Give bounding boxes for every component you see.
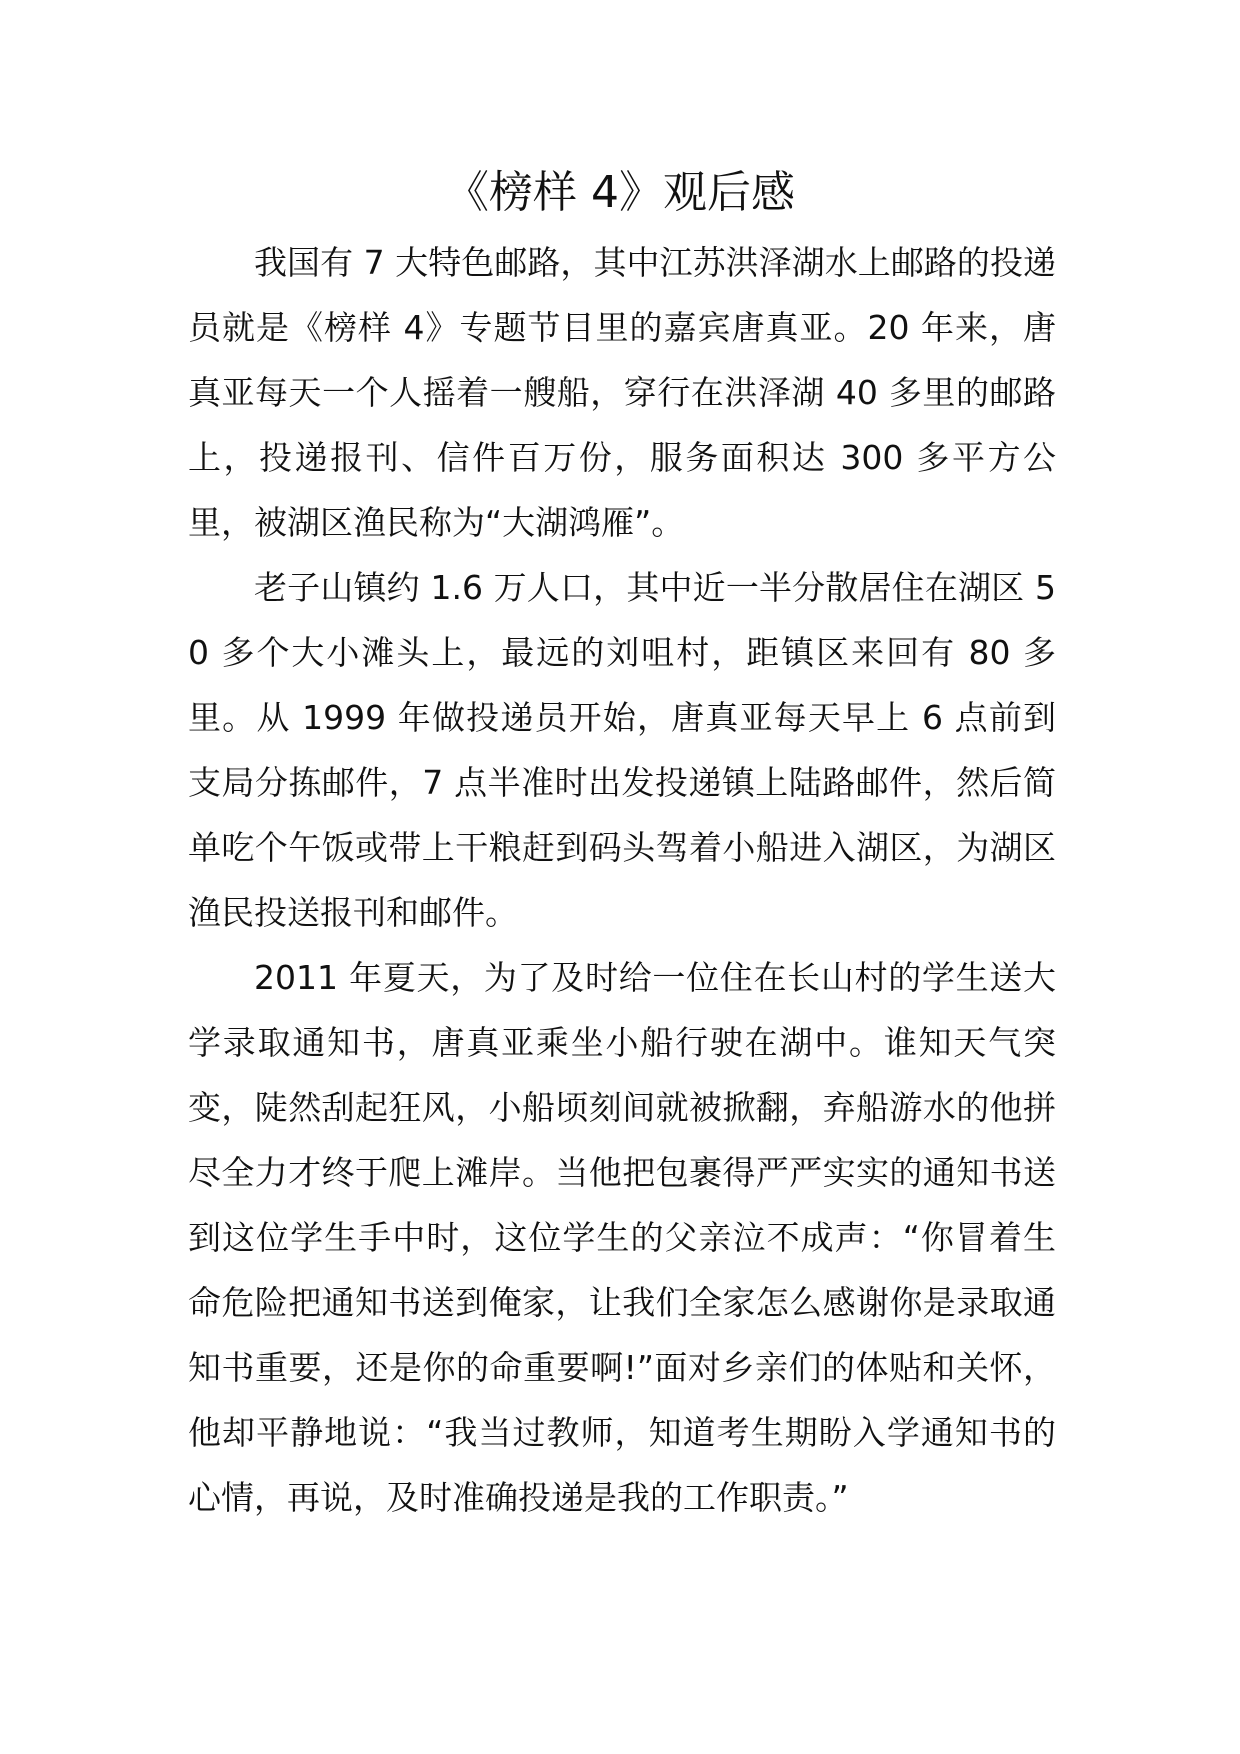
- paragraph-3: 2011 年夏天，为了及时给一位住在长山村的学生送大学录取通知书，唐真亚乘坐小船行驶在湖中。谁知天气突变，陡然刮起狂风，小船顷刻间就被掀翻，弃船游水的他拼尽全力才终于爬上滩岸。当他把包裹得严严实实的通知书送到这位学生手中时，这位学生的父亲泣不成声：“你冒着生命危险把通知书送到俺家，让我们全家怎么感谢你是录取通知书重要，还是你的命重要啊!”面对乡亲们的体贴和关怀，他却平静地说：“我当过教师，知道考生期盼入学通知书的心情，再说，及时准确投递是我的工作职责。”: [188, 958, 1056, 1517]
- paragraph-2: 老子山镇约 1.6 万人口，其中近一半分散居住在湖区 50 多个大小滩头上，最远的刘咀村，距镇区来回有 80 多里。从 1999 年做投递员开始，唐真亚每天早上 6 点前到支局分拣邮件，7 点半准时出发投递镇上陆路邮件，然后简单吃个午饭或带上干粮赶到码头驾着小船进入湖区，为湖区渔民投送报刊和邮件。: [188, 568, 1056, 932]
- document-title: 《榜样 4》观后感: [445, 167, 795, 218]
- document-body: [188, 230, 1056, 1530]
- paragraph-1: 我国有 7 大特色邮路，其中江苏洪泽湖水上邮路的投递员就是《榜样 4》专题节目里的嘉宾唐真亚。20 年来，唐真亚每天一个人摇着一艘船，穿行在洪泽湖 40 多里的邮路上，投递报刊、信件百万份，服务面积达 300 多平方公里，被湖区渔民称为“大湖鸿雁”。: [188, 243, 1056, 542]
